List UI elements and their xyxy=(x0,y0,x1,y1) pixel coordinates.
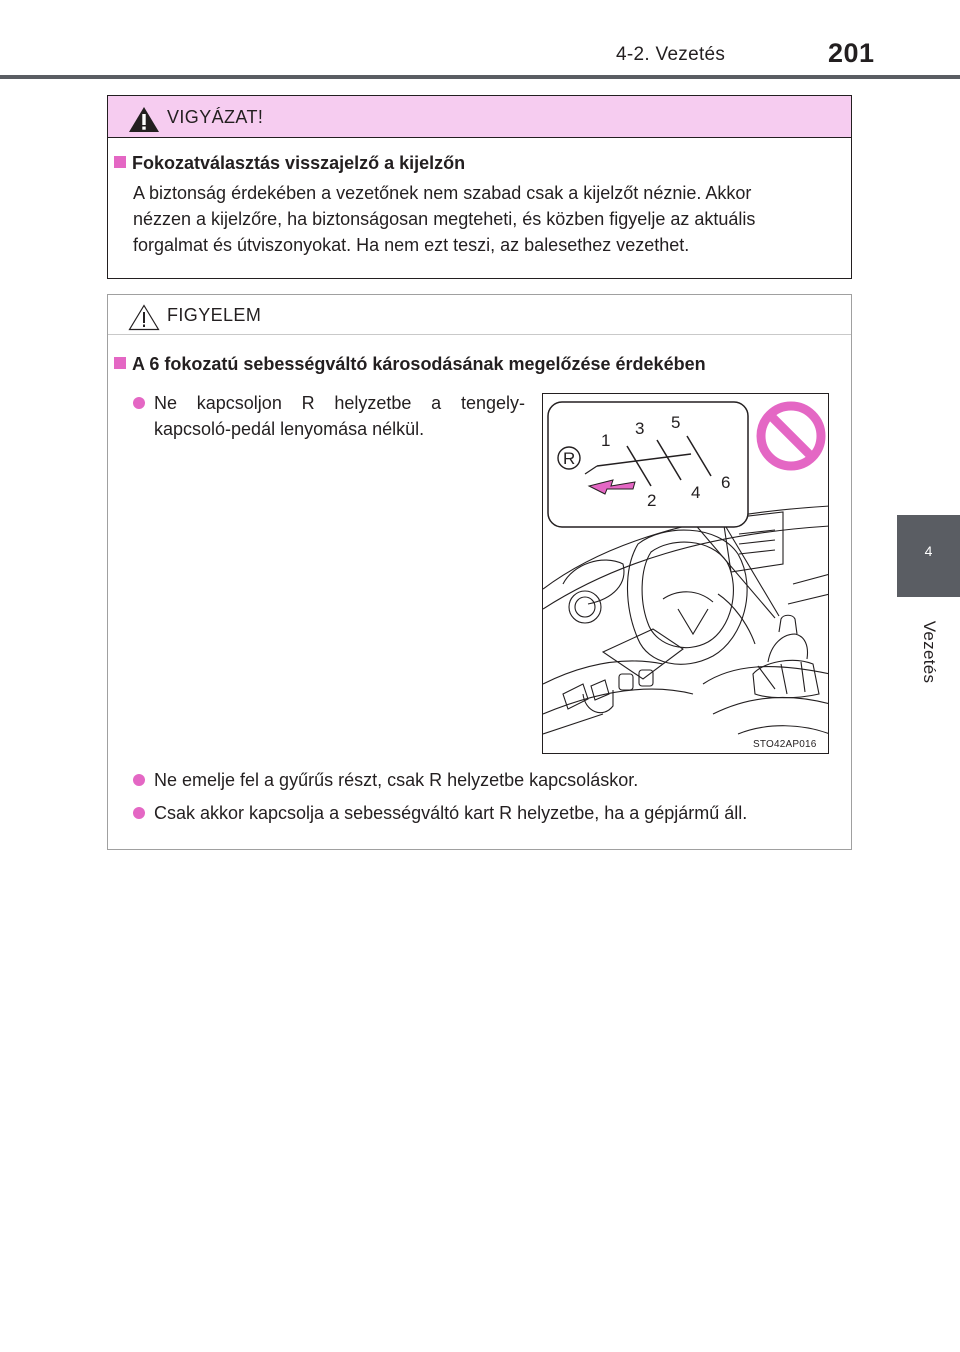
gear-label-r: R xyxy=(563,449,576,468)
section-title: 4-2. Vezetés xyxy=(616,44,726,65)
chapter-tab xyxy=(897,515,960,597)
bullet-line: Ne kapcsoljon R helyzetbe a tengely- xyxy=(154,393,525,413)
notice-subheading xyxy=(114,354,706,375)
prohibition-icon xyxy=(761,406,821,466)
notice-bullet-1 xyxy=(133,390,525,442)
round-bullet-icon xyxy=(133,774,145,786)
warning-line: forgalmat és útviszonyokat. Ha nem ezt teszi, az balesethez vezethet. xyxy=(133,235,690,255)
gear-label-5: 5 xyxy=(671,413,681,432)
gearshift-illustration xyxy=(542,393,829,754)
bullet-line: Ne emelje fel a gyűrűs részt, csak R helyzetbe kapcsoláskor. xyxy=(154,770,639,790)
caution-triangle-outline-icon xyxy=(128,304,160,331)
bullet-line: Csak akkor kapcsolja a sebességváltó kart R helyzetbe, ha a gépjármű áll. xyxy=(154,803,748,823)
round-bullet-icon xyxy=(133,397,145,409)
gear-label-6: 6 xyxy=(721,473,731,492)
warning-title: VIGYÁZAT! xyxy=(167,107,264,127)
notice-title: FIGYELEM xyxy=(167,305,262,325)
notice-bullet-3 xyxy=(133,800,853,826)
warning-triangle-icon xyxy=(128,106,160,133)
warning-line: A biztonság érdekében a vezetőnek nem szabad csak a kijelzőt néznie. Akkor xyxy=(133,183,752,203)
header-rule xyxy=(0,75,960,79)
warning-subheading-text: Fokozatválasztás visszajelző a kijelzőn xyxy=(132,153,466,173)
warning-header xyxy=(108,96,851,138)
gear-label-3: 3 xyxy=(635,419,645,438)
round-bullet-icon xyxy=(133,807,145,819)
gear-label-4: 4 xyxy=(691,483,701,502)
gear-label-2: 2 xyxy=(647,491,657,510)
car-interior-drawing xyxy=(543,394,829,754)
notice-bullet-2 xyxy=(133,767,848,793)
warning-text xyxy=(133,180,848,258)
warning-line: nézzen a kijelzőre, ha biztonságosan megteheti, és közben figyelje az aktuális xyxy=(133,209,756,229)
bullet-line: kapcsoló-pedál lenyomása nélkül. xyxy=(154,419,425,439)
chapter-number: 4 xyxy=(924,543,933,559)
page-number: 201 xyxy=(828,38,875,68)
square-bullet-icon xyxy=(114,156,126,168)
warning-subheading xyxy=(114,153,465,174)
chapter-label: Vezetés xyxy=(919,620,939,684)
square-bullet-icon xyxy=(114,357,126,369)
chapter-label-area xyxy=(897,597,960,707)
notice-subheading-text: A 6 fokozatú sebességváltó károsodásának megelőzése érdekében xyxy=(132,354,706,374)
gear-label-1: 1 xyxy=(601,431,611,450)
figure-caption: STO42AP016 xyxy=(753,739,817,750)
warning-box xyxy=(107,95,852,279)
notice-header xyxy=(108,295,851,335)
